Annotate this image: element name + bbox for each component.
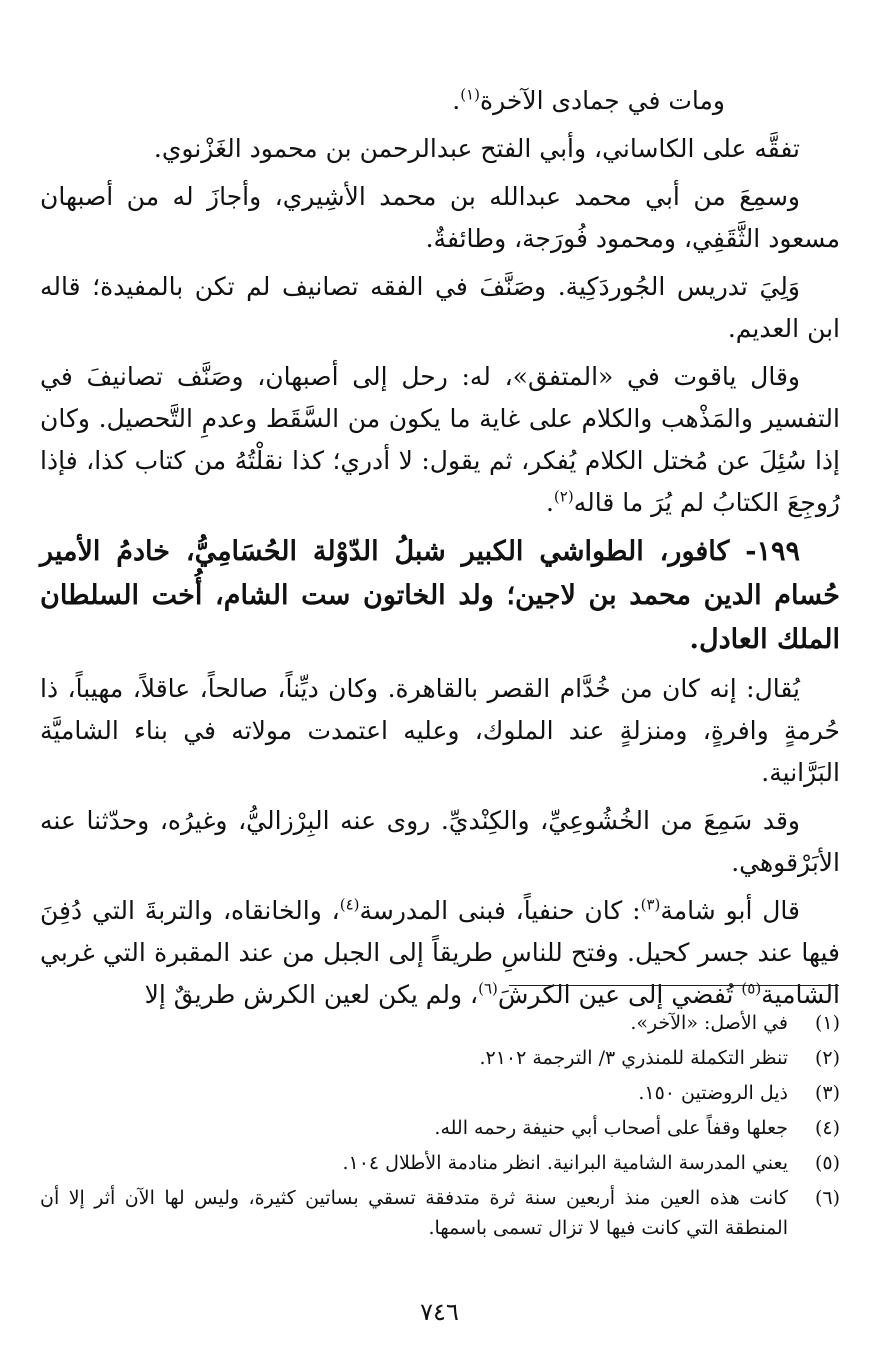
footnote-ref: (٢) — [553, 487, 574, 506]
footnote — [40, 1183, 840, 1243]
footnote-number: (٣) — [814, 1082, 840, 1104]
paragraph-abu-shama — [40, 890, 840, 1016]
paragraph-yaqut — [40, 356, 840, 524]
paragraph-text: ، والخانقاه، والتربةَ التي دُفِنَ فيها عند جسر كحيل. وفتح للناسِ طريقاً إلى الجبل من عند المقبرة التي غربي الشامية — [40, 896, 840, 1009]
paragraph-text: ومات في جمادى الآخرة — [479, 86, 725, 115]
footnote-number: (٥) — [814, 1152, 840, 1174]
footnote-ref: (١) — [460, 85, 480, 104]
footnotes — [40, 1008, 840, 1248]
paragraph-death — [40, 80, 840, 122]
paragraph-text: قال أبو شامة — [660, 896, 801, 925]
footnote-text: ذيل الروضتين ١٥٠. — [638, 1082, 788, 1104]
paragraph-said: يُقال: إنه كان من خُدَّام القصر بالقاهرة. وكان ديِّناً، صالحاً، عاقلاً، مهيباً، ذا حُرمةٍ وافرةٍ، ومنزلةٍ عند الملوك، وعليه اعتمدت مولاته في بناء الشاميَّة البَرَّانية. — [40, 674, 840, 787]
footnote-number: (٤) — [814, 1117, 840, 1139]
paragraph-text: وقال ياقوت في «المتفق»، له: رحل إلى أصبهان، وصَنَّف تصانيفَ في التفسير والمَذْهب والكلام على غاية ما يكون من السَّقَط وعدمِ التَّحصيل. وكان إذا سُئِلَ عن مُختل الكلام يُفكر، ثم يقول: لا أدري؛ كذا نقلْتُهُ من كتاب كذا، فإذا رُوجِعَ الكتابُ لم يُرَ ما قاله — [40, 362, 840, 517]
paragraph-text: : كان حنفياً، فبنى المدرسة — [359, 896, 641, 925]
footnote-ref: (٦) — [478, 979, 498, 998]
paragraph-text: تُفضي إلى عين الكرشَ — [497, 980, 742, 1009]
paragraph-study: تفقَّه على الكاساني، وأبي الفتح عبدالرحمن بن محمود الغَزْنوي. — [153, 134, 800, 163]
footnote — [40, 1113, 840, 1143]
paragraph-text: ، ولم يكن لعين الكرش طريقٌ إلا — [144, 980, 479, 1009]
footnote-separator — [509, 985, 839, 986]
entry-heading: ١٩٩- كافور، الطواشي الكبير شبلُ الدّوْلة الحُسَامِيُّ، خادمُ الأمير حُسام الدين محمد بن لاجين؛ ولد الخاتون ست الشام، أُخت السلطان الملك العادل. — [40, 536, 840, 655]
paragraph-teaching: وَلِيَ تدريس الجُوردَكِية. وصَنَّفَ في الفقه تصانيف لم تكن بالمفيدة؛ قاله ابن العديم. — [40, 272, 840, 343]
footnote-text: في الأصل: «الآخر». — [630, 1012, 788, 1034]
footnote — [40, 1043, 840, 1073]
footnote-number: (١) — [814, 1012, 840, 1034]
footnote-number: (٦) — [814, 1187, 840, 1209]
footnote-text: كانت هذه العين منذ أربعين سنة ثرة متدفقة تسقي بساتين كثيرة، وليس لها الآن أثر إلا أن المنطقة التي كانت فيها لا تزال تسمى باسمها. — [40, 1187, 788, 1239]
footnote-text: جعلها وقفاً على أصحاب أبي حنيفة رحمه الله. — [434, 1117, 788, 1139]
footnote-ref: (٣) — [640, 895, 661, 914]
footnote-text: يعني المدرسة الشامية البرانية. انظر منادمة الأطلال ١٠٤. — [342, 1152, 788, 1174]
paragraph-heard: وسمِعَ من أبي محمد عبدالله بن محمد الأشِيري، وأجازَ له من أصبهان مسعود الثَّقَفِي، ومحمود فُورَجة، وطائفةٌ. — [40, 182, 840, 253]
paragraph-text-end: . — [545, 488, 554, 517]
footnote — [40, 1078, 840, 1108]
footnote — [40, 1008, 840, 1038]
main-text — [40, 80, 840, 1022]
paragraph-narration: وقد سَمِعَ من الخُشُوعِيِّ، والكِنْديِّ. روى عنه البِرْزاليُّ، وغيرُه، وحدّثنا عنه الأبَرْقوهي. — [40, 806, 840, 877]
footnote-ref: (٤) — [339, 895, 360, 914]
footnote-number: (٢) — [814, 1047, 840, 1069]
footnote — [40, 1148, 840, 1178]
footnote-text: تنظر التكملة للمنذري ٣/ الترجمة ٢١٠٢. — [479, 1047, 788, 1069]
page-number: ٧٤٦ — [420, 1298, 459, 1326]
footnote-ref: (٥) — [741, 979, 762, 998]
paragraph-text-end: . — [452, 86, 461, 115]
